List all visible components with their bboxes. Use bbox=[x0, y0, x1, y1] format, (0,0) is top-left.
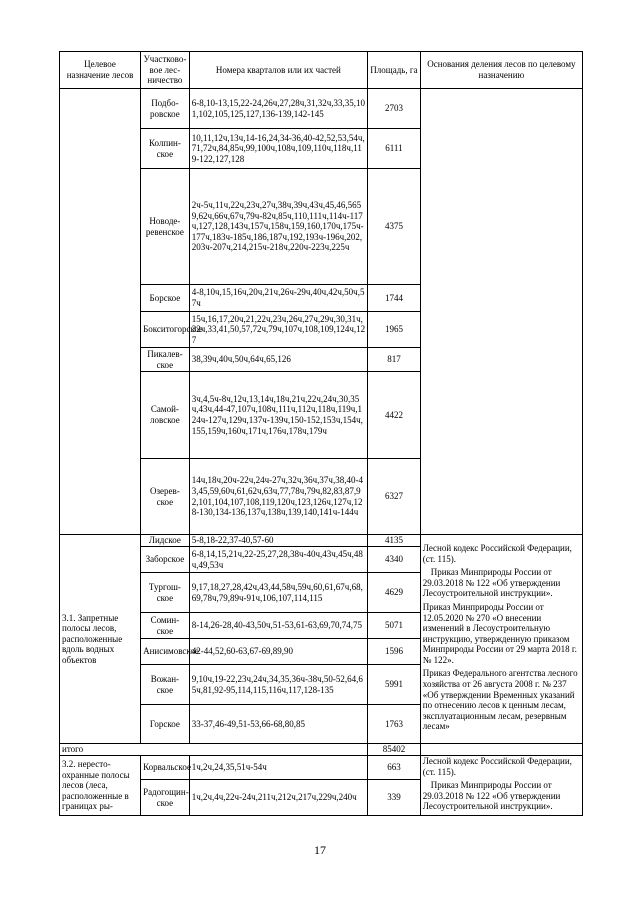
forest-table bbox=[59, 51, 583, 816]
basis-paragraph: Лесной кодекс Российской Федерации, (ст. 115). bbox=[422, 756, 572, 777]
area-value: 817 bbox=[368, 348, 421, 372]
quarters-list: 15ч,16,17,20ч,21,22ч,23ч,26ч,27ч,29ч,30,31ч,32ч,33,41,50,57,72ч,79ч,107ч,108,109,124ч,127 bbox=[189, 312, 367, 348]
page-number: 17 bbox=[314, 843, 326, 857]
area-value: 6111 bbox=[368, 129, 421, 169]
header-quarters: Номера кварталов или их частей bbox=[189, 52, 367, 89]
total-row bbox=[60, 744, 583, 756]
basis-cell bbox=[420, 756, 582, 816]
total-label: итого bbox=[60, 744, 368, 756]
quarters-list: 3ч,4,5ч-8ч,12ч,13,14ч,18ч,21ч,22ч,24ч,30,35ч,43ч,44-47,107ч,108ч,111ч,112ч,118ч,119ч,124ч-127ч,129ч,137ч-139ч,150-152,153ч,154ч,155,159ч,160ч,171ч,176ч,178ч,179ч bbox=[189, 372, 367, 459]
header-purpose: Целевое назначение лесов bbox=[60, 52, 141, 89]
quarters-list: 38,39ч,40ч,50ч,64ч,65,126 bbox=[189, 348, 367, 372]
area-value: 4135 bbox=[368, 535, 421, 547]
quarters-list: 4-8,10ч,15,16ч,20ч,21ч,26ч-29ч,40ч,42ч,50ч,57ч bbox=[189, 285, 367, 312]
area-value: 1596 bbox=[368, 639, 421, 665]
district-name: Корвальское bbox=[141, 756, 190, 780]
table-row bbox=[60, 535, 583, 547]
basis-cell bbox=[420, 535, 582, 744]
area-value: 4340 bbox=[368, 547, 421, 573]
area-value: 1763 bbox=[368, 705, 421, 744]
table-row bbox=[60, 89, 583, 129]
header-basis: Основания деления лесов по целевому назначению bbox=[420, 52, 582, 89]
basis-paragraph: Приказ Федерального агентства лесного хозяйства от 26 августа 2008 г. № 237 «Об утверждении Временных указаний по отнесению лесов к ценным лесам, эксплуатационным лесам, резервным лесам» bbox=[422, 668, 578, 732]
district-name: Бокситогорское bbox=[141, 312, 190, 348]
quarters-list: 8-14,26-28,40-43,50ч,51-53,61-63,69,70,74,75 bbox=[189, 613, 367, 639]
area-value: 6327 bbox=[368, 459, 421, 535]
area-value: 1744 bbox=[368, 285, 421, 312]
district-name: Анисимовское bbox=[141, 639, 190, 665]
area-value: 2703 bbox=[368, 89, 421, 129]
district-name: Самой-ловское bbox=[141, 372, 190, 459]
area-value: 4375 bbox=[368, 169, 421, 285]
district-name: Лидское bbox=[141, 535, 190, 547]
quarters-list: 33-37,46-49,51-53,66-68,80,85 bbox=[189, 705, 367, 744]
header-district: Участково-вое лес-ничество bbox=[141, 52, 190, 89]
table-row bbox=[60, 756, 583, 780]
district-name: Тургош-ское bbox=[141, 573, 190, 613]
area-value: 5071 bbox=[368, 613, 421, 639]
district-name: Заборское bbox=[141, 547, 190, 573]
district-name: Колпин-ское bbox=[141, 129, 190, 169]
quarters-list: 5-8,18-22,37-40,57-60 bbox=[189, 535, 367, 547]
area-value: 1965 bbox=[368, 312, 421, 348]
district-name: Радогощин-ское bbox=[141, 780, 190, 816]
quarters-list: 1ч,2ч,4ч,22ч-24ч,211ч,212ч,217ч,229ч,240ч bbox=[189, 780, 367, 816]
area-value: 663 bbox=[368, 756, 421, 780]
quarters-list: 42-44,52,60-63,67-69,89,90 bbox=[189, 639, 367, 665]
quarters-list: 10,11,12ч,13ч,14-16,24,34-36,40-42,52,53,54ч,71,72ч,84,85ч,99,100ч,108ч,109,110ч,118ч,119-122,127,128 bbox=[189, 129, 367, 169]
district-name: Горское bbox=[141, 705, 190, 744]
header-row bbox=[60, 52, 583, 89]
basis-paragraph: Приказ Минприроды России от 29.03.2018 № 122 «Об утверждении Лесоустроительной инструкции». bbox=[422, 780, 561, 812]
district-name: Сомин-ское bbox=[141, 613, 190, 639]
total-area: 85402 bbox=[368, 744, 421, 756]
quarters-list: 9,17,18,27,28,42ч,43,44,58ч,59ч,60,61,67ч,68,69,78ч,79,89ч-91ч,106,107,114,115 bbox=[189, 573, 367, 613]
purpose-cell: 3.2. нересто-охранные полосы лесов (леса, расположенные в границах ры- bbox=[60, 756, 141, 816]
district-name: Подбо-ровское bbox=[141, 89, 190, 129]
area-value: 339 bbox=[368, 780, 421, 816]
purpose-cell: 3.1. Запретные полосы лесов, расположенные вдоль водных объектов bbox=[60, 535, 141, 744]
district-name: Борское bbox=[141, 285, 190, 312]
quarters-list: 6-8,14,15,21ч,22-25,27,28,38ч-40ч,43ч,45ч,48ч,49,53ч bbox=[189, 547, 367, 573]
header-area: Площадь, га bbox=[368, 52, 421, 89]
district-name: Озерев-ское bbox=[141, 459, 190, 535]
basis-paragraph: Лесной кодекс Российской Федерации, (ст. 115). bbox=[422, 542, 572, 564]
quarters-list: 1ч,2ч,24,35,51ч-54ч bbox=[189, 756, 367, 780]
district-name: Пикалев-ское bbox=[141, 348, 190, 372]
quarters-list: 6-8,10-13,15,22-24,26ч,27,28ч,31,32ч,33,35,101,102,105,125,127,136-139,142-145 bbox=[189, 89, 367, 129]
basis-paragraph: Приказ Минприроды России от 29.03.2018 № 122 «Об утверждении Лесоустроительной инструкции». bbox=[422, 567, 561, 599]
quarters-list: 14ч,18ч,20ч-22ч,24ч-27ч,32ч,36ч,37ч,38,40-43,45,59,60ч,61,62ч,63ч,77,78ч,79ч,82,83,87,92,101,104,107,108,119,120ч,123,126ч,127ч,128-130,134-136,137ч,138ч,139,140,141ч-144ч bbox=[189, 459, 367, 535]
total-basis bbox=[420, 744, 582, 756]
area-value: 4422 bbox=[368, 372, 421, 459]
quarters-list: 2ч-5ч,11ч,22ч,23ч,27ч,38ч,39ч,43ч,45,46,5659,62ч,66ч,67ч,79ч-82ч,85ч,110,111ч,114ч-117ч,127,128,143ч,157ч,158ч,159,160,170ч,175ч-177ч,183ч-185ч,186,187ч,192,193ч-196ч,202,203ч-207ч,214,215ч-218ч,220ч-223ч,225ч bbox=[189, 169, 367, 285]
area-value: 5991 bbox=[368, 665, 421, 705]
purpose-cell bbox=[60, 89, 141, 535]
area-value: 4629 bbox=[368, 573, 421, 613]
district-name: Вожан-ское bbox=[141, 665, 190, 705]
quarters-list: 9,10ч,19-22,23ч,24ч,34,35,36ч-38ч,50-52,64,65ч,81,92-95,114,115,116ч,117,128-135 bbox=[189, 665, 367, 705]
basis-cell bbox=[420, 89, 582, 535]
district-name: Новоде-ревенское bbox=[141, 169, 190, 285]
basis-paragraph: Приказ Минприроды России от 12.05.2020 № 270 «О внесении изменений в Лесоустроительную инструкцию, утвержденную приказом Минприроды России от 29 марта 2018 г. № 122». bbox=[422, 601, 577, 665]
